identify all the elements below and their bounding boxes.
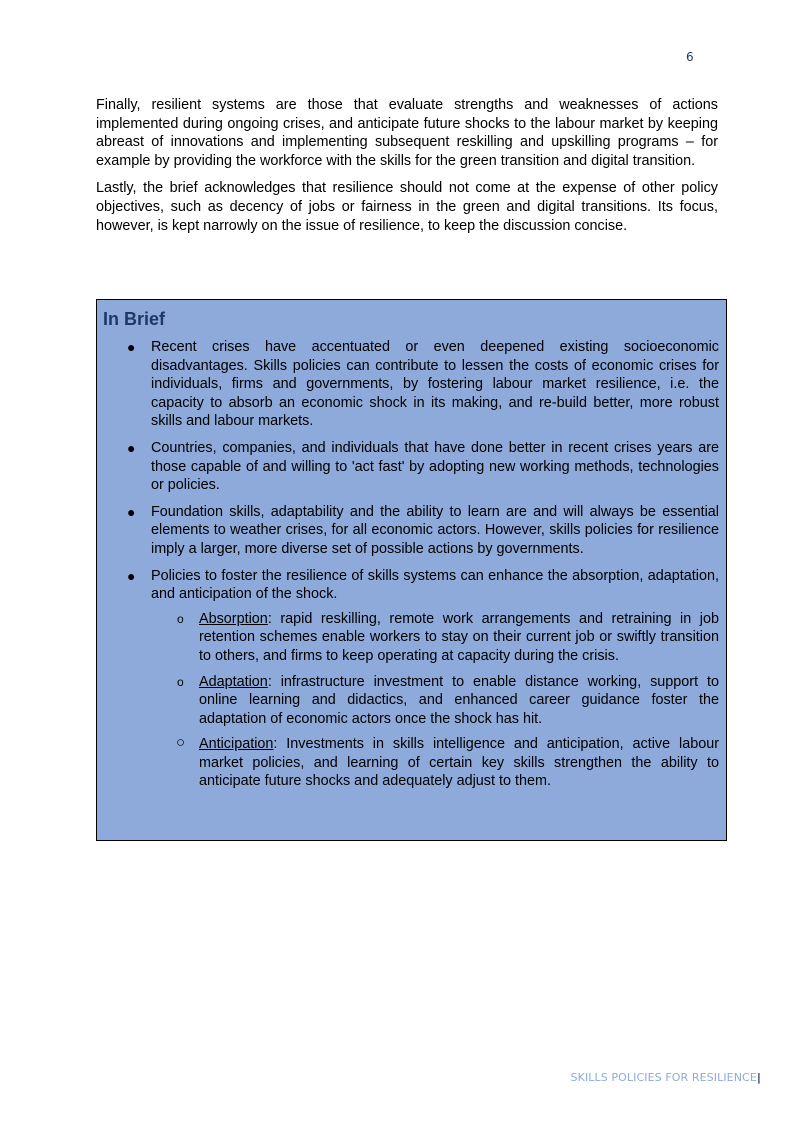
subitem-text: : rapid reskilling, remote work arrangements and retraining in job retention schemes enable workers to stay on their current job or swiftly transition to others, and firms to keep operating at capacity during the crisis. [199,610,719,664]
paragraph-1: Finally, resilient systems are those that evaluate strengths and weaknesses of actions implemented during ongoing crises, and anticipate future shocks to the labour market by keeping abreast of innovations and implementing subsequent reskilling and upskilling programs – for example by providing the workforce with the skills for the green transition and digital transition. [96,97,718,169]
brief-bullet-text: Recent crises have accentuated or even deepened existing socioeconomic disadvantages. Skills policies can contribute to lessen the costs of economic crises for individuals, firms and governments, by fostering labour market resilience, i.e. the capacity to absorb an economic shock in its making, and re-build better, more robust skills and labour markets. [151,339,719,430]
brief-bullet-text: Countries, companies, and individuals that have done better in recent crises years are those capable of and willing to 'act fast' by adopting new working methods, technologies or policies. [151,439,719,494]
brief-subitem-adaptation [151,673,719,729]
subitem-term: Absorption [199,610,268,627]
bullet-dot-icon: ● [127,339,136,355]
paragraph-2: Lastly, the brief acknowledges that resilience should not come at the expense of other policy objectives, such as decency of jobs or fairness in the green and digital transitions. Its focus, however, is kept narrowly on the issue of resilience, to keep the discussion concise. [96,180,718,234]
footer-title: SKILLS POLICIES FOR RESILIENCE [570,1071,757,1084]
in-brief-box [96,299,727,841]
brief-subitem-absorption [151,610,719,666]
subitem-text: : Investments in skills intelligence and anticipation, active labour market policies, and learning of certain key skills strengthen the ability to anticipate future shocks and adequately adjust to them. [199,736,719,790]
page-number: 6 [686,50,694,64]
brief-bullet-text: Foundation skills, adaptability and the ability to learn are and will always be essential elements to weather crises, for all economic actors. However, skills policies for resilience imply a larger, more diverse set of possible actions by governments. [151,503,719,557]
brief-bullet [103,567,719,792]
in-brief-title: In Brief [103,309,166,329]
bullet-dot-icon: ● [127,503,136,520]
bullet-dot-icon: ● [127,567,136,584]
footer-separator: | [756,1071,761,1084]
bullet-dot-icon: ● [127,439,136,456]
brief-subitem-list [151,610,719,791]
brief-bullet [103,338,719,431]
circle-bullet-icon: o [177,674,184,689]
subitem-term: Adaptation [199,673,268,690]
brief-bullet-list [103,338,719,791]
circle-bullet-icon: ○ [176,734,186,752]
brief-subitem-anticipation [151,735,719,791]
body-text [96,96,718,244]
brief-bullet [103,503,719,559]
brief-bullet-text: Policies to foster the resilience of skills systems can enhance the absorption, adaptation, and anticipation of the shock. [151,567,719,603]
brief-bullet [103,439,719,495]
subitem-term: Anticipation [199,736,274,753]
page-footer [571,1071,761,1084]
circle-bullet-icon: o [177,611,184,626]
subitem-text: : infrastructure investment to enable distance working, support to online learning and didactics, and enhanced career guidance foster the adaptation of economic actors once the shock has hit. [199,673,719,727]
